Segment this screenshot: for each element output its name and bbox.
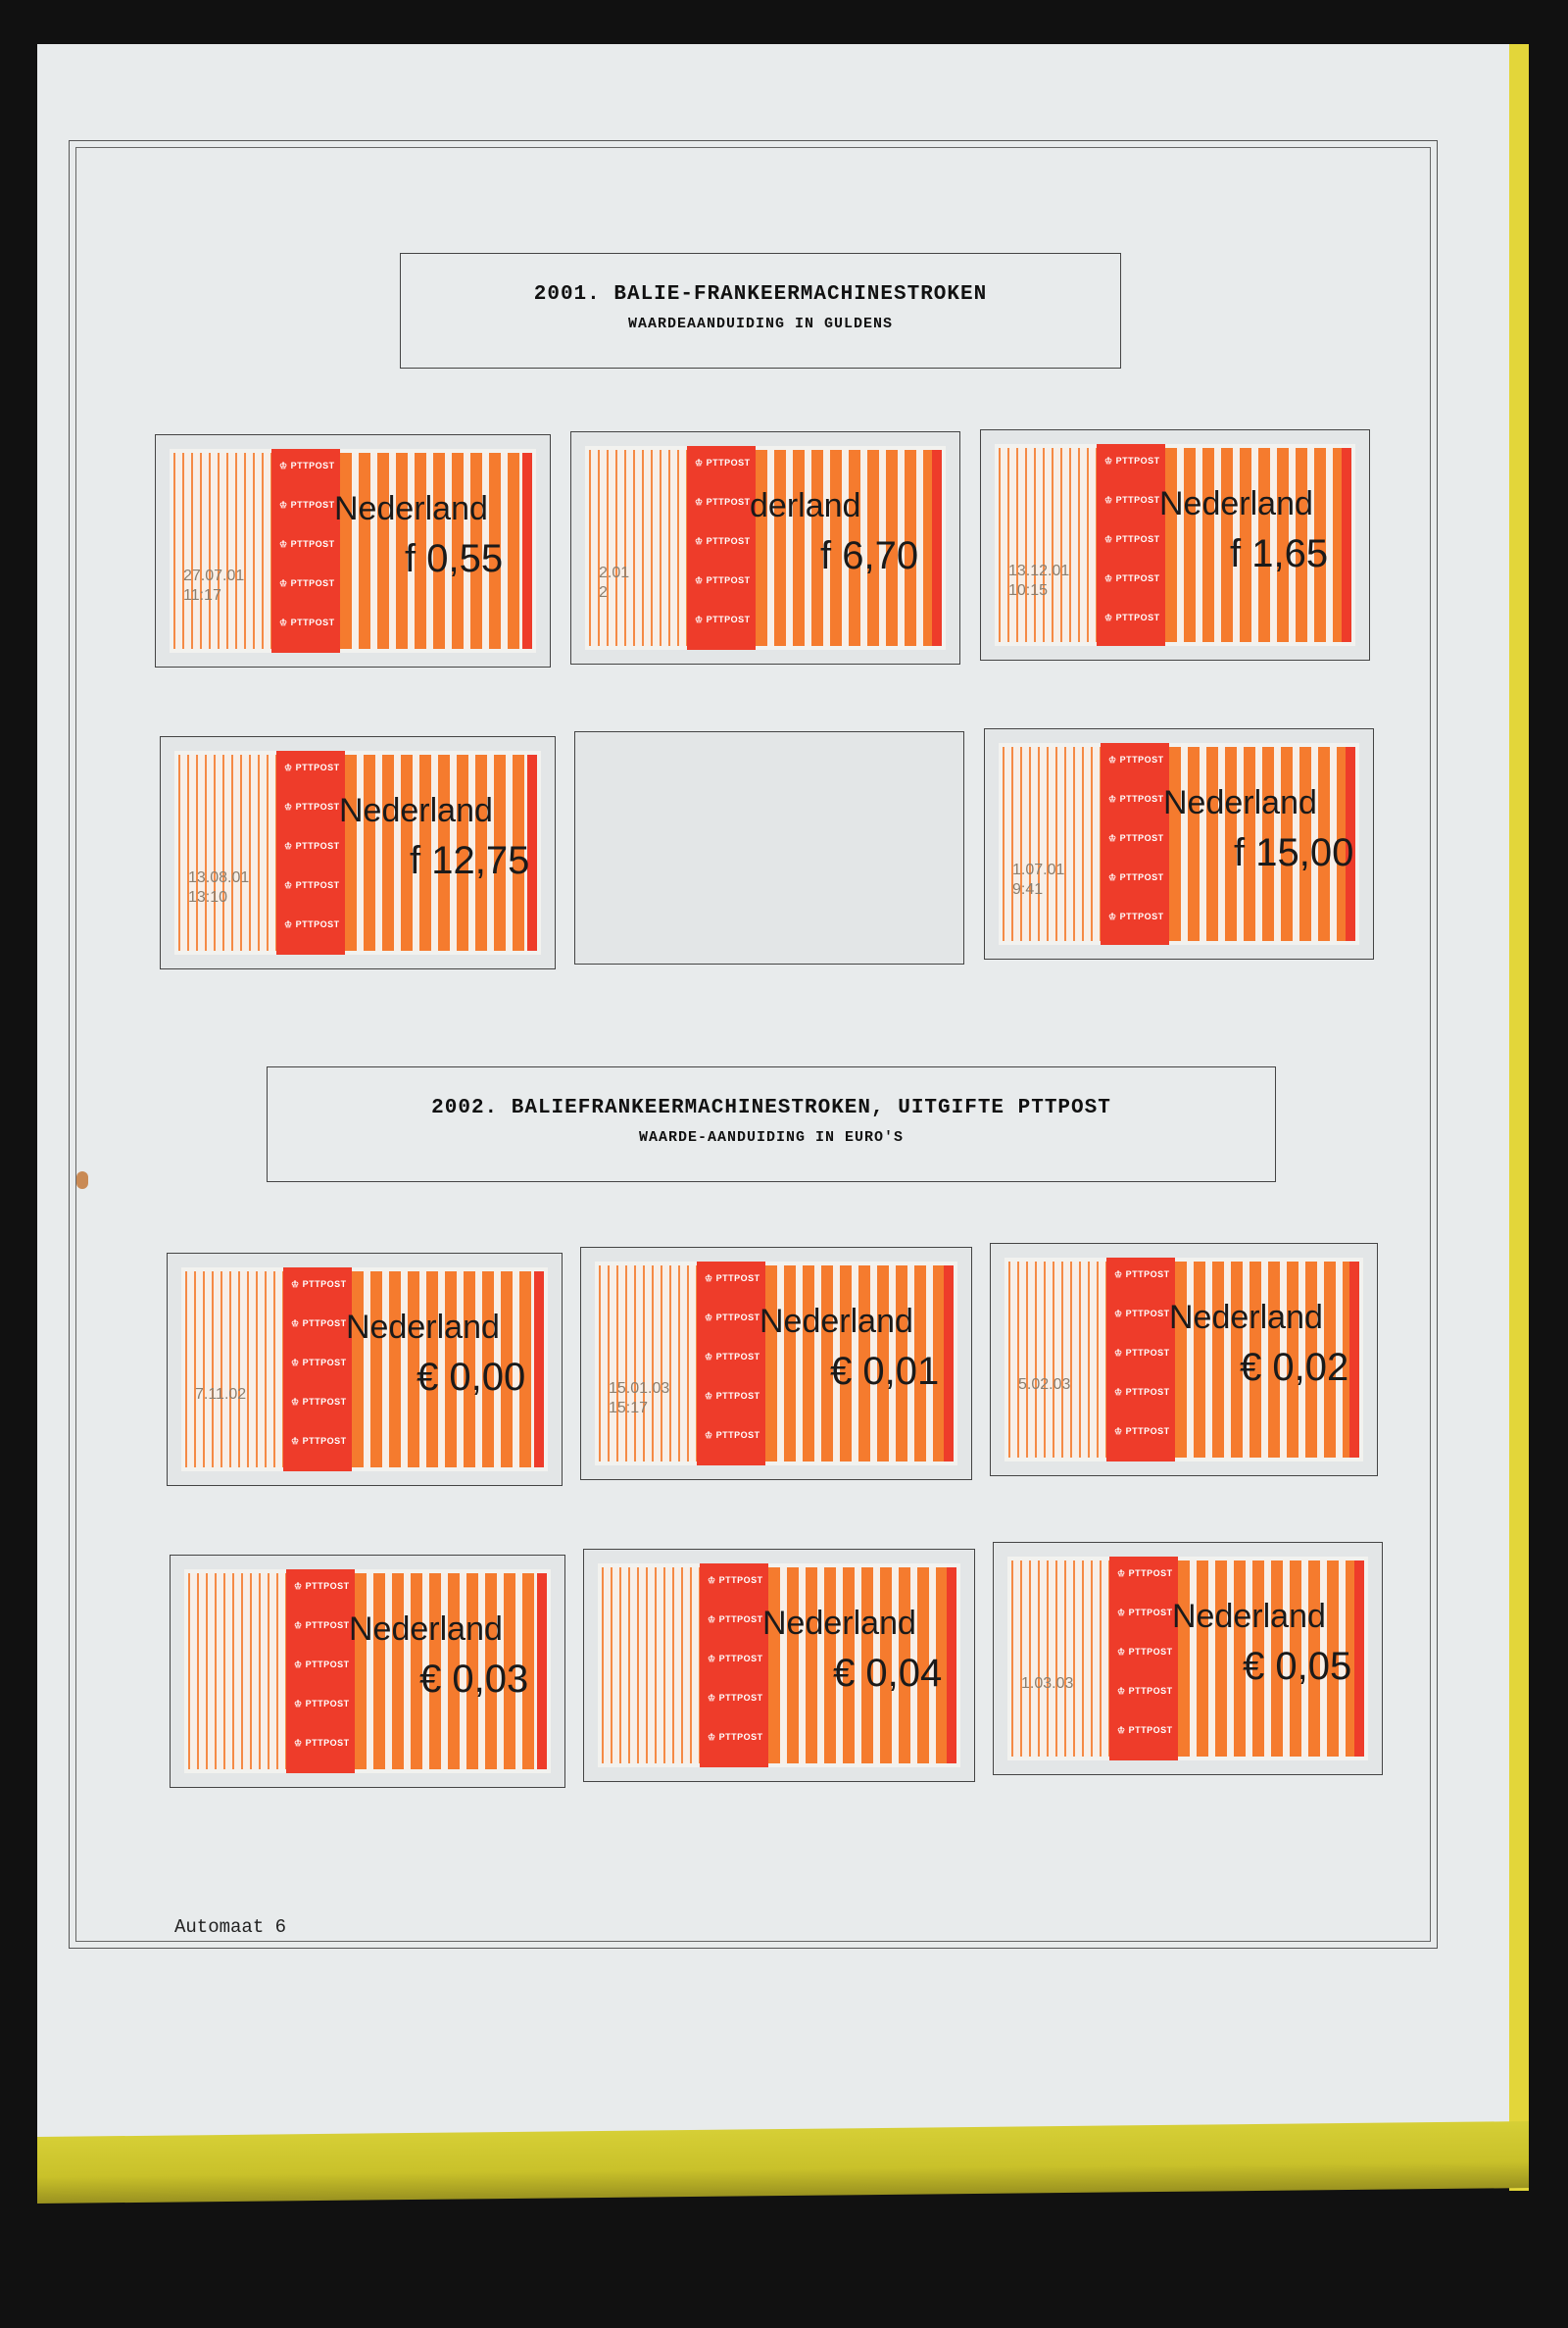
stamp-value: f 15,00: [1234, 831, 1354, 874]
stamp-red-band: [286, 1569, 355, 1773]
pttpost-label: ♔ PTTPOST: [1117, 1686, 1173, 1696]
stamp-datestamp: [195, 1385, 246, 1405]
stamp-red-band: [276, 751, 345, 955]
album-binder-bottom: [37, 2121, 1529, 2204]
machine-stamp: [170, 449, 536, 653]
stamp-red-edge: [1342, 448, 1351, 642]
stamp-time: 10:15: [1008, 582, 1049, 599]
pttpost-label: ♔ PTTPOST: [1108, 755, 1164, 765]
pttpost-label: ♔ PTTPOST: [705, 1430, 760, 1440]
pttpost-label: ♔ PTTPOST: [279, 500, 335, 510]
pttpost-label: ♔ PTTPOST: [1117, 1725, 1173, 1735]
pttpost-label: ♔ PTTPOST: [1114, 1309, 1170, 1318]
pttpost-label: ♔ PTTPOST: [1104, 495, 1160, 505]
machine-stamp: [1007, 1557, 1368, 1760]
pttpost-label: ♔ PTTPOST: [294, 1581, 350, 1591]
stamp-country: Nederland: [339, 792, 493, 829]
pttpost-label: ♔ PTTPOST: [1114, 1348, 1170, 1358]
pttpost-label: ♔ PTTPOST: [284, 841, 340, 851]
pttpost-label: ♔ PTTPOST: [1108, 794, 1164, 804]
section-2002-title: 2002. BALIEFRANKEERMACHINESTROKEN, UITGIFTE PTTPOST: [431, 1097, 1111, 1119]
pttpost-label: ♔ PTTPOST: [1104, 613, 1160, 622]
stamp-value: f 6,70: [820, 534, 919, 577]
stamp-time: 2: [599, 584, 608, 601]
pttpost-label: ♔ PTTPOST: [294, 1620, 350, 1630]
stamp-datestamp: [1012, 861, 1064, 900]
pttpost-label: ♔ PTTPOST: [1104, 573, 1160, 583]
stamp-date: 7.11.02: [195, 1386, 247, 1403]
stamp-stripes-left: [188, 1573, 286, 1769]
pttpost-label: ♔ PTTPOST: [705, 1273, 760, 1283]
pttpost-label: ♔ PTTPOST: [284, 763, 340, 772]
machine-stamp: [585, 446, 946, 650]
pttpost-label: ♔ PTTPOST: [279, 539, 335, 549]
stamp-value: € 0,00: [416, 1356, 526, 1399]
pttpost-label: ♔ PTTPOST: [695, 497, 751, 507]
pttpost-label: ♔ PTTPOST: [284, 880, 340, 890]
stamp-value: € 0,02: [1240, 1346, 1349, 1389]
pttpost-label: ♔ PTTPOST: [695, 575, 751, 585]
stamp-country: Nederland: [346, 1309, 500, 1346]
stamp-value: € 0,03: [419, 1658, 529, 1701]
stamp-date: 1.03.03: [1021, 1675, 1074, 1692]
pttpost-label: ♔ PTTPOST: [1108, 912, 1164, 921]
stamp-red-edge: [1354, 1560, 1364, 1757]
machine-stamp: [174, 751, 541, 955]
stamp-red-edge: [522, 453, 532, 649]
stamp-country: Nederland: [349, 1610, 503, 1648]
stamp-red-band: [1101, 743, 1169, 945]
stamp-stripes-left: [185, 1271, 283, 1467]
pttpost-label: ♔ PTTPOST: [294, 1659, 350, 1669]
pttpost-label: ♔ PTTPOST: [1114, 1269, 1170, 1279]
stamp-slot: [155, 434, 551, 668]
pttpost-label: ♔ PTTPOST: [291, 1436, 347, 1446]
stamp-value: f 0,55: [405, 537, 504, 580]
pttpost-label: ♔ PTTPOST: [1104, 456, 1160, 466]
stamp-value: f 12,75: [410, 839, 530, 882]
pttpost-label: ♔ PTTPOST: [294, 1738, 350, 1748]
stamp-slot: [160, 736, 556, 969]
stamp-slot: [580, 1247, 972, 1480]
pttpost-label: ♔ PTTPOST: [294, 1699, 350, 1709]
stamp-red-band: [1097, 444, 1165, 646]
pttpost-label: ♔ PTTPOST: [1117, 1568, 1173, 1578]
stamp-red-band: [1106, 1258, 1175, 1461]
stamp-stripes-left: [602, 1567, 700, 1763]
pttpost-label: ♔ PTTPOST: [695, 536, 751, 546]
section-2001-header: [400, 253, 1121, 369]
pttpost-label: ♔ PTTPOST: [705, 1313, 760, 1322]
stamp-time: 9:41: [1012, 881, 1044, 898]
stamp-red-edge: [932, 450, 942, 646]
section-2001-subtitle: WAARDEAANDUIDING IN GULDENS: [627, 316, 894, 332]
pttpost-label: ♔ PTTPOST: [279, 578, 335, 588]
stamp-slot: [167, 1253, 563, 1486]
pttpost-label: ♔ PTTPOST: [695, 615, 751, 624]
stamp-stripes-left: [1008, 1262, 1106, 1458]
stamp-country: Nederland: [1169, 1299, 1323, 1336]
pttpost-label: ♔ PTTPOST: [291, 1397, 347, 1407]
stamp-value: € 0,05: [1243, 1645, 1352, 1688]
section-2002-subtitle: WAARDE-AANDUIDING IN EURO'S: [638, 1129, 905, 1146]
pttpost-label: ♔ PTTPOST: [284, 802, 340, 812]
stamp-value: € 0,04: [833, 1652, 943, 1695]
stamp-date: 5.02.03: [1018, 1376, 1071, 1393]
pttpost-label: ♔ PTTPOST: [705, 1352, 760, 1362]
album-binder-edge: [1509, 44, 1529, 2191]
pttpost-label: ♔ PTTPOST: [1114, 1387, 1170, 1397]
machine-stamp: [999, 743, 1359, 945]
pttpost-label: ♔ PTTPOST: [708, 1614, 763, 1624]
stamp-stripes-left: [599, 1265, 697, 1461]
pttpost-label: ♔ PTTPOST: [291, 1358, 347, 1367]
stamp-red-band: [700, 1563, 768, 1767]
stamp-datestamp: [188, 868, 249, 908]
stamp-country: Nederland: [334, 490, 488, 527]
stamp-slot: [170, 1555, 565, 1788]
empty-stamp-slot: [574, 731, 964, 965]
stamp-stripes-left: [178, 755, 276, 951]
stamp-red-band: [697, 1262, 765, 1465]
machine-stamp: [995, 444, 1355, 646]
machine-stamp: [184, 1569, 551, 1773]
machine-stamp: [181, 1267, 548, 1471]
stamp-slot: [583, 1549, 975, 1782]
stamp-datestamp: [1008, 562, 1069, 601]
stamp-time: 13:10: [188, 889, 228, 906]
stamp-red-edge: [1349, 1262, 1359, 1458]
stamp-date: 2.01: [599, 565, 630, 581]
stamp-datestamp: [599, 564, 629, 603]
stamp-time: 15:17: [609, 1400, 649, 1416]
stamp-country: derland: [750, 487, 861, 524]
pttpost-label: ♔ PTTPOST: [1114, 1426, 1170, 1436]
pttpost-label: ♔ PTTPOST: [279, 618, 335, 627]
pttpost-label: ♔ PTTPOST: [1117, 1647, 1173, 1657]
stamp-slot: [990, 1243, 1378, 1476]
stamp-date: 27.07.01: [183, 568, 245, 584]
pttpost-label: ♔ PTTPOST: [1117, 1608, 1173, 1617]
stamp-country: Nederland: [1172, 1598, 1326, 1635]
page-footer: Automaat 6: [174, 1916, 287, 1938]
section-2002-header: [267, 1066, 1276, 1182]
stamp-country: Nederland: [762, 1605, 916, 1642]
machine-stamp: [1004, 1258, 1363, 1461]
stamp-slot: [993, 1542, 1383, 1775]
stamp-red-edge: [944, 1265, 954, 1461]
stamp-time: 11:17: [183, 587, 221, 604]
stamp-red-band: [271, 449, 340, 653]
pttpost-label: ♔ PTTPOST: [1108, 872, 1164, 882]
section-2001-title: 2001. BALIE-FRANKEERMACHINESTROKEN: [533, 283, 988, 306]
stamp-datestamp: [1021, 1674, 1073, 1694]
stamp-date: 13.08.01: [188, 869, 250, 886]
stamp-slot: [570, 431, 960, 665]
stamp-value: f 1,65: [1230, 532, 1329, 575]
stamp-red-edge: [537, 1573, 547, 1769]
stamp-red-band: [687, 446, 756, 650]
pttpost-label: ♔ PTTPOST: [705, 1391, 760, 1401]
machine-stamp: [595, 1262, 957, 1465]
stamp-datestamp: [1018, 1375, 1070, 1395]
stamp-country: Nederland: [1163, 784, 1317, 821]
stamp-stripes-left: [999, 448, 1097, 642]
pttpost-label: ♔ PTTPOST: [1104, 534, 1160, 544]
stamp-stripes-left: [1003, 747, 1101, 941]
stamp-datestamp: [183, 567, 244, 606]
pttpost-label: ♔ PTTPOST: [291, 1279, 347, 1289]
stamp-date: 15.01.03: [609, 1380, 670, 1397]
pttpost-label: ♔ PTTPOST: [708, 1693, 763, 1703]
machine-stamp: [598, 1563, 960, 1767]
stamp-datestamp: [609, 1379, 669, 1418]
pttpost-label: ♔ PTTPOST: [1108, 833, 1164, 843]
stamp-date: 13.12.01: [1008, 563, 1070, 579]
stamp-country: Nederland: [1159, 485, 1313, 522]
stamp-red-band: [283, 1267, 352, 1471]
pttpost-label: ♔ PTTPOST: [708, 1732, 763, 1742]
stamp-date: 1.07.01: [1012, 862, 1065, 878]
stamp-slot: [980, 429, 1370, 661]
pttpost-label: ♔ PTTPOST: [708, 1654, 763, 1663]
pttpost-label: ♔ PTTPOST: [279, 461, 335, 471]
pttpost-label: ♔ PTTPOST: [284, 919, 340, 929]
stamp-red-edge: [947, 1567, 956, 1763]
stamp-stripes-left: [173, 453, 271, 649]
stamp-red-edge: [534, 1271, 544, 1467]
stamp-slot: [984, 728, 1374, 960]
stamp-red-band: [1109, 1557, 1178, 1760]
stamp-value: € 0,01: [830, 1350, 940, 1393]
pttpost-label: ♔ PTTPOST: [708, 1575, 763, 1585]
stamp-country: Nederland: [760, 1303, 913, 1340]
stamp-stripes-left: [589, 450, 687, 646]
pttpost-label: ♔ PTTPOST: [291, 1318, 347, 1328]
pttpost-label: ♔ PTTPOST: [695, 458, 751, 468]
stamp-stripes-left: [1011, 1560, 1109, 1757]
